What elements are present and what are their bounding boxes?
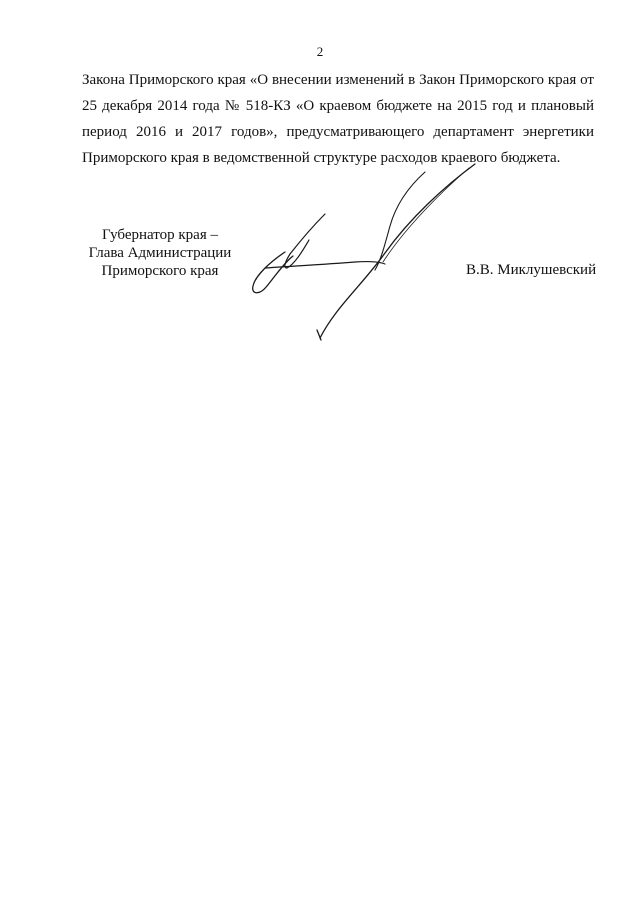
signatory-title-line: Приморского края: [101, 263, 219, 279]
paragraph-line: Закона Приморского края «О внесении изменений в Закон Приморского края от: [82, 72, 594, 88]
signatory-title-line: Губернатор края –: [102, 227, 218, 243]
body-paragraph: [82, 67, 594, 171]
paragraph-line: период 2016 и 2017 годов», предусматривающего департамент энергетики: [82, 124, 594, 140]
signatory-title: [80, 226, 240, 280]
signer-name: В.В. Миклушевский: [466, 262, 597, 278]
paragraph-line: 25 декабря 2014 года № 518-КЗ «О краевом бюджете на 2015 год и плановый: [82, 98, 594, 114]
paragraph-line: Приморского края в ведомственной структуре расходов краевого бюджета.: [82, 150, 561, 166]
signatory-title-line: Глава Администрации: [88, 245, 232, 261]
handwritten-signature: [245, 158, 485, 348]
page-number: 2: [316, 44, 324, 59]
